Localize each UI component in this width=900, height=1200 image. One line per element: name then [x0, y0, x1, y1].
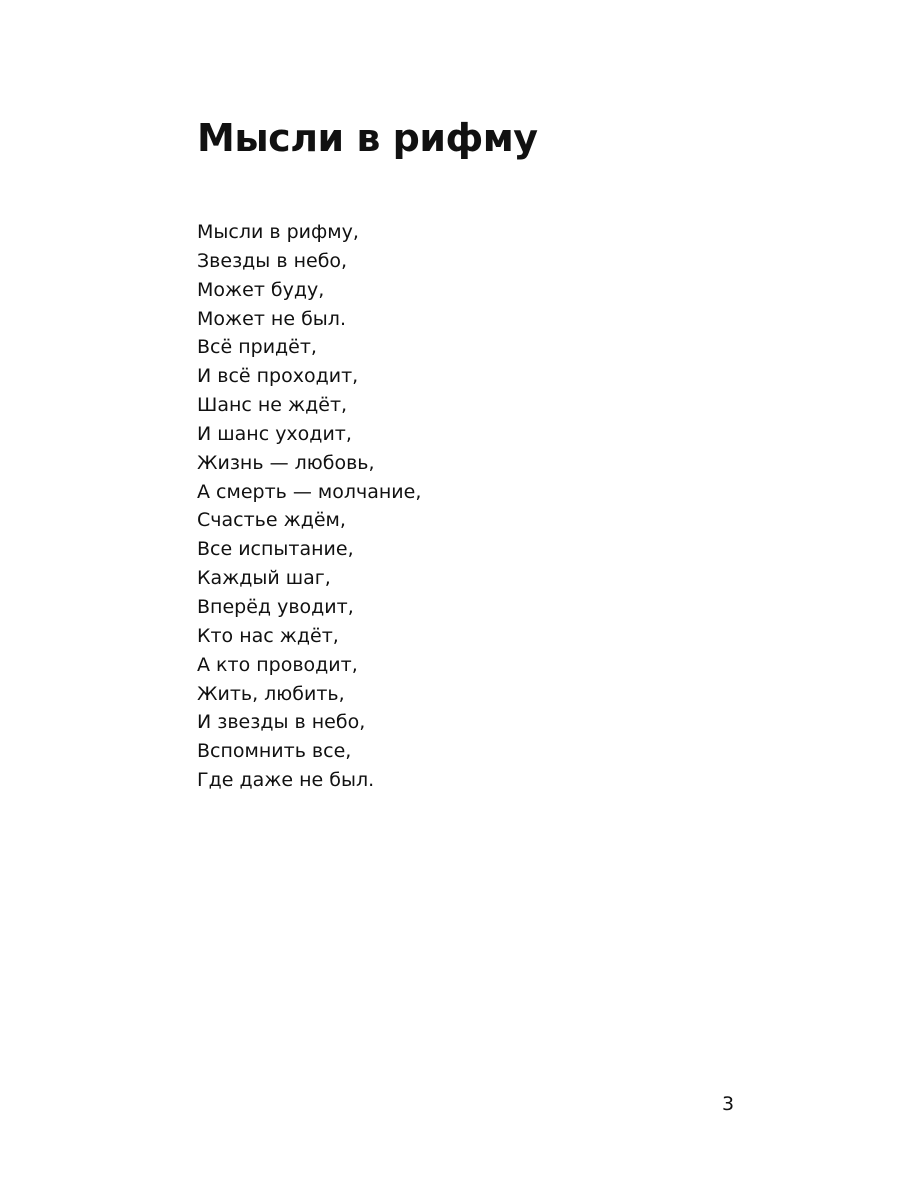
- poem-line: Счастье ждём,: [197, 509, 346, 532]
- poem-line: Шанс не ждёт,: [197, 394, 348, 417]
- poem-body: [197, 218, 421, 795]
- poem-line: Может не был.: [197, 307, 346, 330]
- poem-line: Кто нас ждёт,: [197, 624, 339, 647]
- poem-line: Всё придёт,: [197, 336, 317, 359]
- poem-line: Мысли в рифму,: [197, 221, 359, 243]
- poem-line: Жизнь — любовь,: [197, 451, 375, 474]
- poem-line: Каждый шаг,: [197, 567, 331, 590]
- page-number: 3: [721, 1093, 735, 1115]
- poem-line: А кто проводит,: [197, 653, 358, 676]
- poem-line: И всё проходит,: [197, 365, 359, 388]
- poem-line: Где даже не был.: [197, 769, 375, 792]
- poem-line: И звезды в небо,: [197, 711, 366, 734]
- poem-line: Вспомнить все,: [197, 740, 352, 763]
- poem-line: Звезды в небо,: [197, 249, 348, 272]
- poem-line: Все испытание,: [197, 538, 354, 561]
- page-title: Мысли в рифму: [197, 116, 538, 160]
- poem-line: И шанс уходит,: [197, 422, 352, 445]
- poem-line: А смерть — молчание,: [197, 480, 422, 503]
- poem-line: Вперёд уводит,: [197, 595, 354, 618]
- poem-line: Жить, любить,: [197, 682, 345, 705]
- poem-line: Может буду,: [197, 278, 325, 301]
